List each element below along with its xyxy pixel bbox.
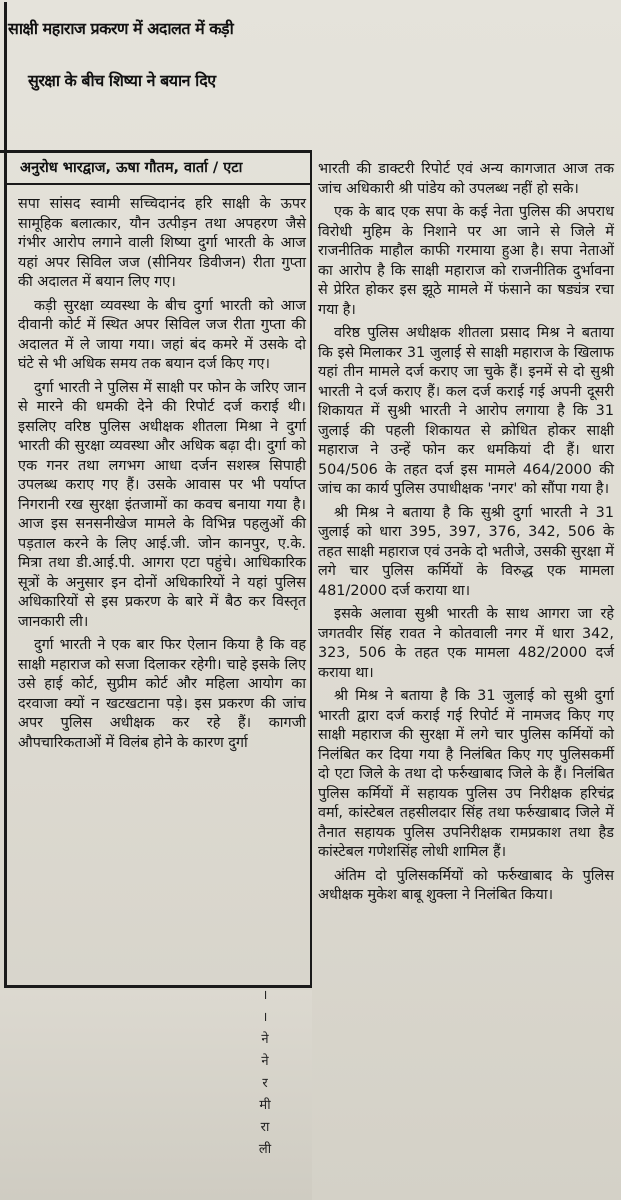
paragraph: दुर्गा भारती ने एक बार फिर ऐलान किया है कि वह साक्षी महाराज को सजा दिलाकर रहेगी। चाहे इसके लिए उसे हाई कोर्ट, सुप्रीम कोर्ट और महिला आयोग का दरवाजा क्यों न खटखटाना पड़े। इस प्रकरण की जांच अपर पुलिस अधीक्षक कर रहे हैं। कागजी औपचारिकताओं में विलंब होने के कारण दुर्गा: [18, 637, 306, 751]
fragment: ने: [261, 1054, 269, 1069]
paragraph: श्री मिश्र ने बताया है कि सुश्री दुर्गा भारती ने 31 जुलाई को धारा 395, 397, 376, 342, 506 के तहत साक्षी महाराज एवं उनके दो भतीजे, उसकी सुरक्षा में लगे चार पुलिस कर्मियों के विरुद्ध एक मामला 481/2000 दर्ज कराया था।: [318, 504, 614, 599]
byline-rule: [6, 183, 312, 185]
headline-line-2: सुरक्षा के बीच शिष्या ने बयान दिए: [28, 71, 216, 90]
paragraph: अंतिम दो पुलिसकर्मियों को फर्रुखाबाद के पुलिस अधीक्षक मुकेश बाबू शुक्ला ने निलंबित किया।: [318, 867, 614, 903]
paragraph: श्री मिश्र ने बताया है कि 31 जुलाई को सुश्री दुर्गा भारती द्वारा दर्ज कराई गई रिपोर्ट में नामजद किए गए साक्षी महाराज की सुरक्षा में लगे चार पुलिस कर्मियों को निलंबित कर दिया गया है निलंबित किए गए पुलिसकर्मी दो एटा जिले के तथा दो फर्रुखाबाद जिले के हैं। निलंबित पुलिस कर्मियों में सहायक पुलिस उप निरीक्षक हरिचंद्र वर्मा, कांस्टेबल तहसीलदार सिंह तथा फर्रुखाबाद जिले में तैनात सहायक पुलिस उपनिरीक्षक रामप्रकाश तथा हैड कांस्टेबल गणेशसिंह लोधी शामिल हैं।: [318, 688, 614, 860]
paragraph: इसके अलावा सुश्री भारती के साथ आगरा जा रहे जगतवीर सिंह रावत ने कोतवाली नगर में धारा 342, 323, 506 के तहत एक मामला 482/2000 दर्ज कराया था।: [318, 606, 614, 681]
headline: [8, 4, 613, 108]
fragment: र: [262, 1076, 268, 1091]
headline-line-1: साक्षी महाराज प्रकरण में अदालत में कड़ी: [8, 19, 234, 38]
fragment: रा: [260, 1120, 270, 1135]
left-column: [18, 195, 306, 757]
adjacent-text-fragment: [255, 985, 275, 1161]
fragment: ।: [262, 1010, 268, 1025]
right-column: [318, 160, 614, 910]
paragraph: दुर्गा भारती ने पुलिस में साक्षी पर फोन के जरिए जान से मारने की धमकी देने की रिपोर्ट दर्ज कराई थी। इसलिए वरिष्ठ पुलिस अधीक्षक शीतला मिश्रा ने दुर्गा भारती की सुरक्षा व्यवस्था और अधिक बढ़ा दी। दुर्गा को एक गनर तथा लगभग आधा दर्जन सशस्त्र सिपाही उपलब्ध कराए गए हैं। उसके आवास पर भी पर्याप्त निगरानी रख सुरक्षा इंतजामों का कवच बनाया गया है। आज इस सनसनीखेज मामले के विभिन्न पहलुओं की पड़ताल करने के लिए आई.जी. जोन कानपुर, ए.के. मित्रा तथा डी.आई.पी. आगरा एटा पहुंचे। आधिकारिक सूत्रों के अनुसार इन दोनों अधिकारियों ने यहां पुलिस अधिकारियों से इस प्रकरण के बारे में बैठ कर विस्तृत जानकारी ली।: [18, 379, 306, 630]
fragment: ने: [261, 1032, 269, 1047]
paragraph: भारती की डाक्टरी रिपोर्ट एवं अन्य कागजात आज तक जांच अधिकारी श्री पांडेय को उपलब्ध नहीं हो सके।: [318, 161, 614, 197]
left-box-border: [4, 2, 7, 987]
fragment: ।: [262, 988, 268, 1003]
paragraph: वरिष्ठ पुलिस अधीक्षक शीतला प्रसाद मिश्र ने बताया कि इसे मिलाकर 31 जुलाई से साक्षी महाराज के खिलाफ यहां तीन मामले दर्ज कराए जा चुके हैं। इनमें से दो सुश्री भारती ने दर्ज कराए हैं। कल दर्ज कराई गई अपनी दूसरी शिकायत में सुश्री भारती ने आरोप लगाया है कि 31 जुलाई की पहली शिकायत से क्रोधित होकर साक्षी महाराज ने उन्हें फोन कर धमकियां दी हैं। धारा 504/506 के तहत दर्ज इस मामले 464/2000 की जांच का कार्य पुलिस उपाधीक्षक 'नगर' को सौंपा गया है।: [318, 325, 614, 497]
fragment: मी: [259, 1098, 271, 1113]
paragraph: एक के बाद एक सपा के कई नेता पुलिस की अपराध विरोधी मुहिम के निशाने पर आ जाने से जिले में राजनीतिक माहौल काफी गरमाया हुआ है। सपा नेताओं का आरोप है कि साक्षी महाराज को राजनीतिक दुर्भावना से प्रेरित होकर इस झूठे मामले में फंसाने का षड्यंत्र रचा गया है।: [318, 204, 614, 318]
headline-rule: [0, 150, 312, 153]
byline: अनुरोध भारद्वाज, ऊषा गौतम, वार्ता / एटा: [20, 160, 243, 176]
paragraph: सपा सांसद स्वामी सच्चिदानंद हरि साक्षी के ऊपर सामूहिक बलात्कार, यौन उत्पीड़न तथा अपहरण जैसे गंभीर आरोप लगाने वाली शिष्या दुर्गा भारती के आज यहां अपर सिविल जज (सीनियर डिवीजन) रीता गुप्ता की अदालत में बयान लिए गए।: [18, 196, 306, 290]
fragment: ली: [258, 1142, 272, 1157]
paragraph: कड़ी सुरक्षा व्यवस्था के बीच दुर्गा भारती को आज दीवानी कोर्ट में स्थित अपर सिविल जज रीता गुप्ता की अदालत में ले जाया गया। जहां बंद कमरे में उसके दो घंटे से भी अधिक समय तक बयान दर्ज किए गए।: [18, 297, 306, 372]
column-divider: [310, 150, 312, 988]
